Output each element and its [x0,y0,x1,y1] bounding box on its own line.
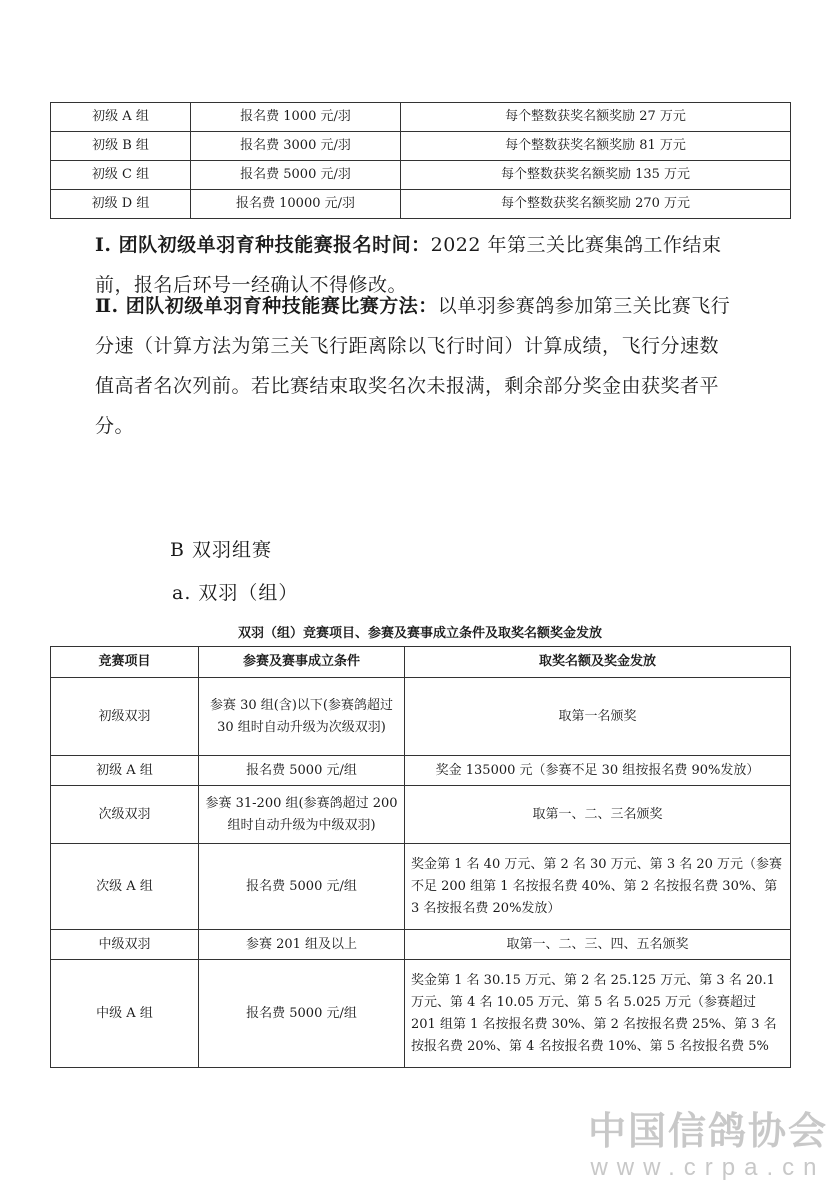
table-cell: 报名费 10000 元/羽 [191,190,401,219]
table-cell: 报名费 5000 元/组 [199,844,405,930]
column-header: 参赛及赛事成立条件 [199,647,405,678]
column-header: 竞赛项目 [51,647,199,678]
table-cell: 取第一名颁奖 [405,678,791,756]
table-cell: 奖金 135000 元（参赛不足 30 组按报名费 90%发放） [405,756,791,786]
table-caption: 双羽（组）竞赛项目、参赛及赛事成立条件及取奖名额奖金发放 [237,626,602,641]
table-cell: 中级双羽 [51,930,199,960]
table-cell: 取第一、二、三名颁奖 [405,786,791,844]
table-cell: 参赛 30 组(含)以下(参赛鸽超过 30 组时自动升级为次级双羽) [199,678,405,756]
table-cell: 初级 A 组 [51,756,199,786]
table-cell: 次级双羽 [51,786,199,844]
paragraph-heading: Ⅱ. 团队初级单羽育种技能赛比赛方法： [95,295,438,317]
table-cell: 每个整数获奖名额奖励 270 万元 [401,190,791,219]
table-cell: 中级 A 组 [51,960,199,1068]
table-row [51,930,791,960]
table-cell: 初级 A 组 [51,103,191,132]
table-cell: 奖金第 1 名 40 万元、第 2 名 30 万元、第 3 名 20 万元（参赛不足 200 组第 1 名按报名费 40%、第 2 名按报名费 30%、第 3 名按报名费 20%发放） [405,844,791,930]
double-feather-table [50,646,791,1068]
table-cell: 报名费 3000 元/羽 [191,132,401,161]
table-row [51,161,791,190]
table-row [51,678,791,756]
section-b-title: B 双羽组赛 [170,539,273,561]
watermark [588,1110,828,1182]
table-cell: 参赛 201 组及以上 [199,930,405,960]
column-header: 取奖名额及奖金发放 [405,647,791,678]
table-cell: 报名费 5000 元/组 [199,960,405,1068]
table-cell: 初级双羽 [51,678,199,756]
table-header-row [51,647,791,678]
table-cell: 初级 D 组 [51,190,191,219]
paragraph-heading: Ⅰ. 团队初级单羽育种技能赛报名时间： [95,234,431,256]
table-cell: 初级 B 组 [51,132,191,161]
table-row [51,103,791,132]
watermark-url: www.crpa.cn [590,1154,826,1181]
top-fee-table [50,102,791,219]
table-cell: 每个整数获奖名额奖励 27 万元 [401,103,791,132]
table-cell: 报名费 1000 元/羽 [191,103,401,132]
table-row [51,844,791,930]
subsection-a-title: a. 双羽（组） [172,582,299,604]
table-cell: 初级 C 组 [51,161,191,190]
paragraph-body: 以单羽参赛鸽参加第三关比赛飞行分速（计算方法为第三关飞行距离除以飞行时间）计算成绩，飞行分速数值高者名次列前。若比赛结束取奖名次未报满，剩余部分奖金由获奖者平分。 [95,295,731,437]
table-cell: 报名费 5000 元/组 [199,756,405,786]
table-cell: 奖金第 1 名 30.15 万元、第 2 名 25.125 万元、第 3 名 20.1 万元、第 4 名 10.05 万元、第 5 名 5.025 万元（参赛超过 201 组第 1 名按报名费 30%、第 2 名按报名费 25%、第 3 名按报名费 20%、第 4 名按报名费 10%、第 5 名按报名费 5% [405,960,791,1068]
table-cell: 每个整数获奖名额奖励 135 万元 [401,161,791,190]
table-row [51,132,791,161]
table-cell: 次级 A 组 [51,844,199,930]
table-row [51,960,791,1068]
table-cell: 报名费 5000 元/羽 [191,161,401,190]
paragraph-body: 2022 年第三关比赛集鸽工作结束前，报名后环号一经确认不得修改。 [95,234,722,296]
table-cell: 每个整数获奖名额奖励 81 万元 [401,132,791,161]
watermark-name: 中国信鸽协会 [588,1111,829,1153]
table-row [51,756,791,786]
table-row [51,190,791,219]
table-row [51,786,791,844]
competition-method-paragraph [95,286,735,446]
table-cell: 取第一、二、三、四、五名颁奖 [405,930,791,960]
table-cell: 参赛 31-200 组(参赛鸽超过 200 组时自动升级为中级双羽) [199,786,405,844]
